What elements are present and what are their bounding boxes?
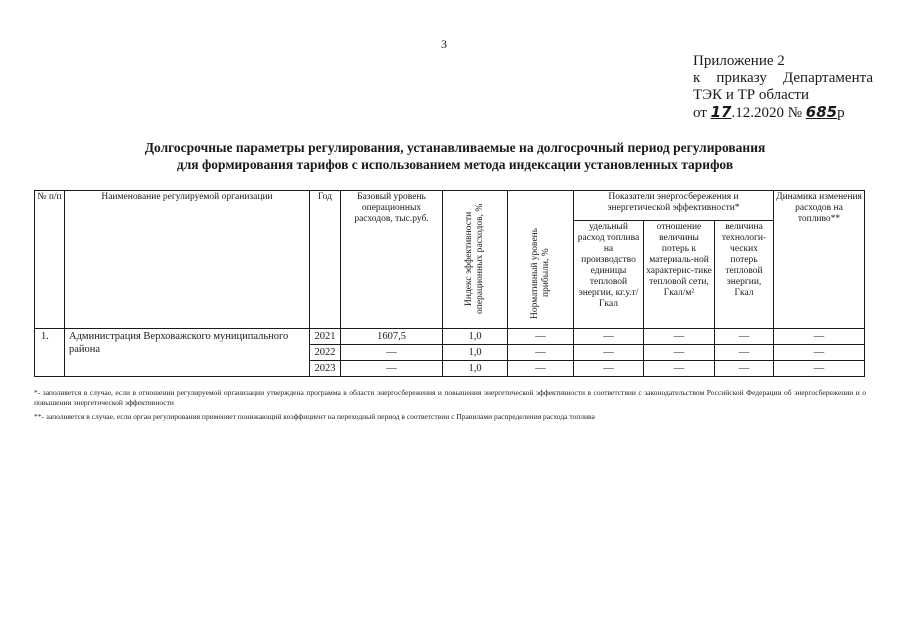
header-technological-losses: величина технологи-ческих потерь тепловой энергии, Гкал	[715, 220, 774, 328]
cell-base: 1607,5	[341, 329, 443, 345]
appendix-line-4	[693, 104, 873, 122]
footnote-1: *- заполняется в случае, если в отношении регулируемой организации утверждена программа в области энергосбережения и повышения энергетической эффективности в соответствии с законодательством Российской Федерации об энергосбережении и о повышении энергетической эффективности	[34, 388, 866, 407]
table-header-row	[35, 191, 865, 221]
cell-specific-fuel: —	[574, 345, 644, 361]
org-name: Администрация Верховажского муниципального района	[65, 329, 310, 377]
footnotes	[34, 388, 866, 422]
order-date-prefix: от	[693, 105, 707, 121]
header-energy-group: Показатели энергосбережения и энергетической эффективности*	[574, 191, 774, 221]
cell-fuel-dynamics: —	[774, 361, 865, 377]
cell-index: 1,0	[443, 361, 508, 377]
org-number: 1.	[35, 329, 65, 377]
parameters-table	[34, 190, 865, 377]
cell-index: 1,0	[443, 345, 508, 361]
header-base-costs: Базовый уровень операционных расходов, тыс.руб.	[341, 191, 443, 329]
cell-year: 2022	[310, 345, 341, 361]
cell-profit: —	[508, 329, 574, 345]
cell-loss-ratio: —	[644, 345, 715, 361]
order-day-handwritten: 17	[710, 103, 732, 121]
page-number: 3	[441, 37, 447, 51]
cell-specific-fuel: —	[574, 361, 644, 377]
header-org: Наименование регулируемой организации	[65, 191, 310, 329]
document-title-line-2: для формирования тарифов с использованием метода индексации установленных тарифов	[176, 157, 734, 172]
table-row	[35, 329, 865, 345]
appendix-block	[693, 53, 873, 122]
footnote-2: **- заполняется в случае, если орган регулирования применяет понижающий коэффициент на переходный период в соответствии с Правилами распределения расхода топлива	[34, 412, 595, 421]
header-specific-fuel: удельный расход топлива на производство единицы тепловой энергии, кг.у.т/Гкал	[574, 220, 644, 328]
header-fuel-dynamics: Динамика изменения расходов на топливо**	[774, 191, 865, 329]
order-number-suffix: р	[837, 105, 845, 121]
cell-fuel-dynamics: —	[774, 329, 865, 345]
document-title-line-1: Долгосрочные параметры регулирования, устанавливаемые на долгосрочный период регулирования	[144, 140, 766, 155]
cell-profit: —	[508, 361, 574, 377]
header-num: № п/п	[35, 191, 65, 329]
cell-technological-losses: —	[715, 345, 774, 361]
cell-loss-ratio: —	[644, 361, 715, 377]
header-profit-level	[508, 191, 574, 329]
cell-base: —	[341, 361, 443, 377]
cell-fuel-dynamics: —	[774, 345, 865, 361]
order-date-mid: .12.2020 №	[731, 105, 803, 121]
order-number-handwritten: 685	[805, 103, 838, 121]
header-profit-level-text: Нормативный уровень прибыли, %	[529, 227, 551, 319]
cell-profit: —	[508, 345, 574, 361]
appendix-line-1: Приложение 2	[693, 53, 785, 69]
header-loss-ratio: отношение величины потерь к материаль-ной характерис-тике тепловой сети, Гкал/м²	[644, 220, 715, 328]
appendix-line-3: ТЭК и ТР области	[693, 87, 809, 103]
cell-index: 1,0	[443, 329, 508, 345]
cell-base: —	[341, 345, 443, 361]
header-efficiency-index-text: Индекс эффективности операционных расходов, %	[464, 203, 485, 315]
cell-technological-losses: —	[715, 361, 774, 377]
cell-loss-ratio: —	[644, 329, 715, 345]
header-year: Год	[310, 191, 341, 329]
appendix-line-2: к приказу Департамента	[693, 70, 873, 86]
cell-technological-losses: —	[715, 329, 774, 345]
cell-specific-fuel: —	[574, 329, 644, 345]
cell-year: 2023	[310, 361, 341, 377]
header-efficiency-index	[443, 191, 508, 329]
cell-year: 2021	[310, 329, 341, 345]
